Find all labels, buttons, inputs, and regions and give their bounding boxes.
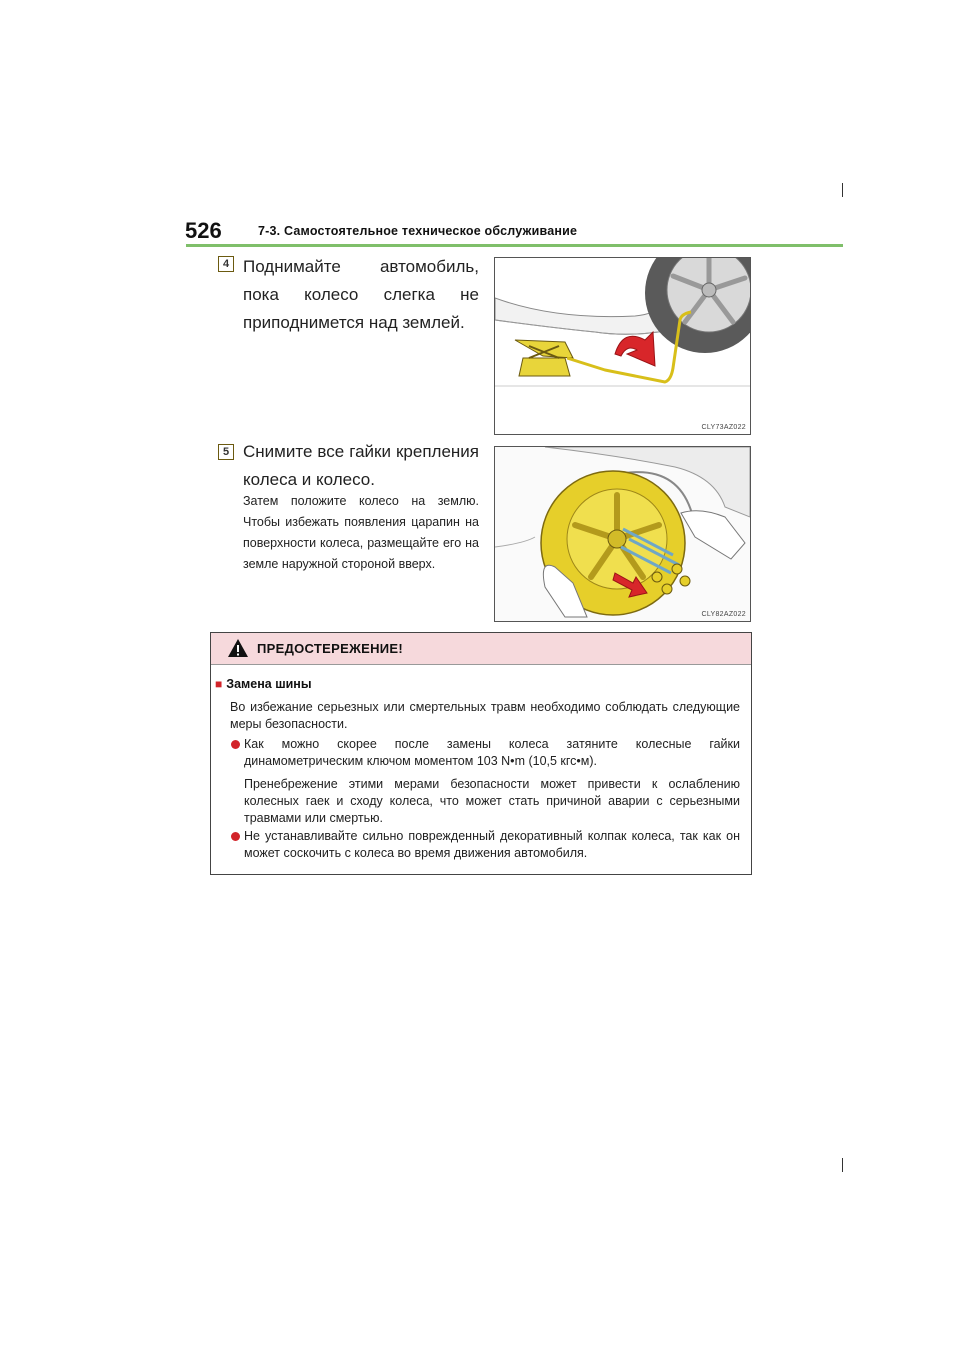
warning-box — [210, 632, 752, 875]
wheel-removal-illustration — [495, 447, 750, 621]
warning-bullet-2: Не устанавливайте сильно поврежденный декоративный колпак колеса, так как он может соскочить с колеса во время движения автомобиля. — [244, 829, 740, 860]
crop-mark-bottom — [842, 1158, 843, 1172]
step-badge-5: 5 — [218, 444, 234, 460]
step-badge-4: 4 — [218, 256, 234, 272]
step-5-note: Затем положите колесо на землю. Чтобы избежать появления царапин на поверхности колеса, размещайте его на земле наружной стороной вверх. — [243, 494, 479, 571]
warning-subheading — [215, 677, 312, 691]
round-bullet-icon — [231, 740, 240, 749]
crop-mark-top — [842, 183, 843, 197]
section-title: 7-3. Самостоятельное техническое обслуживание — [258, 224, 578, 238]
warning-bullet-1-followup: Пренебрежение этими мерами безопасности может привести к ослаблению колесных гаек и сходу колеса, что может стать причиной аварии с серьезными травмами или смертью. — [244, 777, 740, 825]
figure-jack-raise — [494, 257, 751, 435]
round-bullet-icon — [231, 832, 240, 841]
jack-illustration — [495, 258, 750, 434]
warning-intro: Во избежание серьезных или смертельных травм необходимо соблюдать следующие меры безопасности. — [230, 700, 740, 731]
step-5-text: Снимите все гайки крепления колеса и колесо. — [243, 442, 479, 489]
figure-wheel-removal — [494, 446, 751, 622]
warning-header — [211, 633, 751, 665]
jack-icon — [515, 340, 573, 376]
header-rule — [186, 244, 843, 247]
warning-title: ПРЕДОСТЕРЕЖЕНИЕ! — [257, 641, 404, 656]
figure-code: CLY82AZ022 — [701, 611, 746, 618]
rotation-arrow-icon — [615, 332, 655, 366]
warning-subheading-text: Замена шины — [226, 677, 312, 691]
square-bullet-icon: ■ — [215, 677, 223, 691]
page-number: 526 — [185, 218, 222, 243]
warning-triangle-icon — [227, 638, 249, 658]
warning-bullet-1: Как можно скорее после замены колеса затяните колесные гайки динамометрическим ключом моментом 103 N•m (10,5 кгс•м). — [244, 737, 740, 768]
step-4-text: Поднимайте автомобиль, пока колесо слегка не приподнимется над землей. — [243, 257, 479, 332]
figure-code: CLY73AZ022 — [701, 424, 746, 431]
